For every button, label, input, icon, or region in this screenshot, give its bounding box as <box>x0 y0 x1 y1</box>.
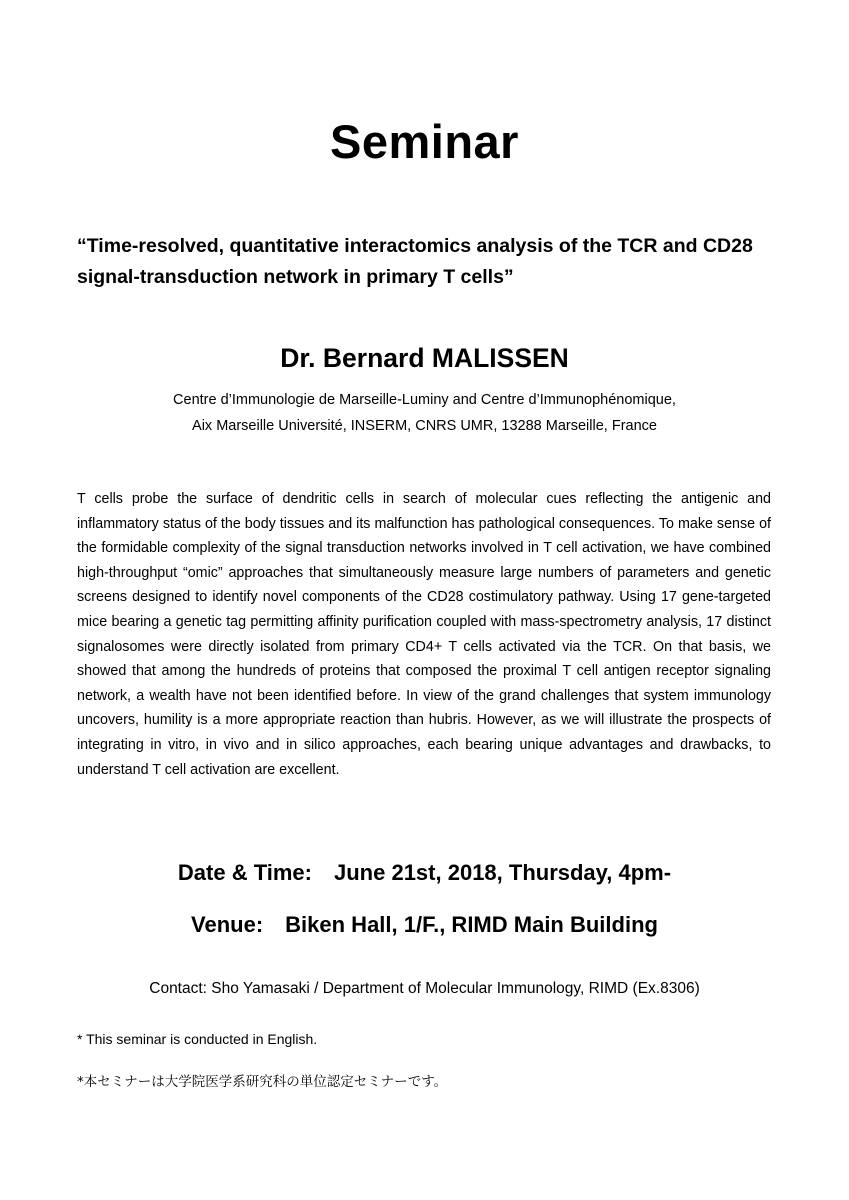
speaker-name: Dr. Bernard MALISSEN <box>280 343 569 373</box>
venue-value: Biken Hall, 1/F., RIMD Main Building <box>285 912 658 937</box>
credit-note-japanese: *本セミナーは大学院医学系研究科の単位認定セミナーです。 <box>77 1074 448 1090</box>
contact-line: Contact: Sho Yamasaki / Department of Molecular Immunology, RIMD (Ex.8306) <box>149 980 700 997</box>
date-value: June 21st, 2018, Thursday, 4pm- <box>334 860 672 885</box>
date-label: Date & Time: <box>177 860 312 885</box>
venue-line <box>0 910 849 940</box>
seminar-heading: Seminar <box>330 115 519 168</box>
language-note: * This seminar is conducted in English. <box>77 1031 318 1047</box>
talk-title: “Time-resolved, quantitative interactomics analysis of the TCR and CD28 signal-transduction network in primary T cells” <box>77 235 753 288</box>
affiliation-line-2: Aix Marseille Université, INSERM, CNRS UMR, 13288 Marseille, France <box>192 418 657 434</box>
date-time-line <box>0 858 849 888</box>
venue-label: Venue: <box>191 912 264 937</box>
affiliation-line-1: Centre d’Immunologie de Marseille-Luminy and Centre d’Immunophénomique, <box>173 392 676 408</box>
speaker-affiliation <box>0 387 849 439</box>
abstract-paragraph: T cells probe the surface of dendritic cells in search of molecular cues reflecting the antigenic and inflammatory status of the body tissues and its malfunction has pathological consequences. To make sense of the formidable complexity of the signal transduction networks involved in T cell activation, we have combined high-throughput “omic” approaches that simultaneously measure large numbers of parameters and genetic screens designed to identify novel components of the CD28 costimulatory pathway. Using 17 gene-targeted mice bearing a genetic tag permitting affinity purification coupled with mass-spectrometry analysis, 17 distinct signalosomes were directly isolated from primary CD4+ T cells activated via the TCR. On that basis, we showed that among the hundreds of proteins that composed the proximal T cell antigen receptor signaling network, a wealth have not been identified before. In view of the grand challenges that system immunology uncovers, humility is a more appropriate reaction than hubris. However, as we will illustrate the prospects of integrating in vitro, in vivo and in silico approaches, each bearing unique advantages and drawbacks, to understand T cell activation are excellent. <box>77 491 771 778</box>
